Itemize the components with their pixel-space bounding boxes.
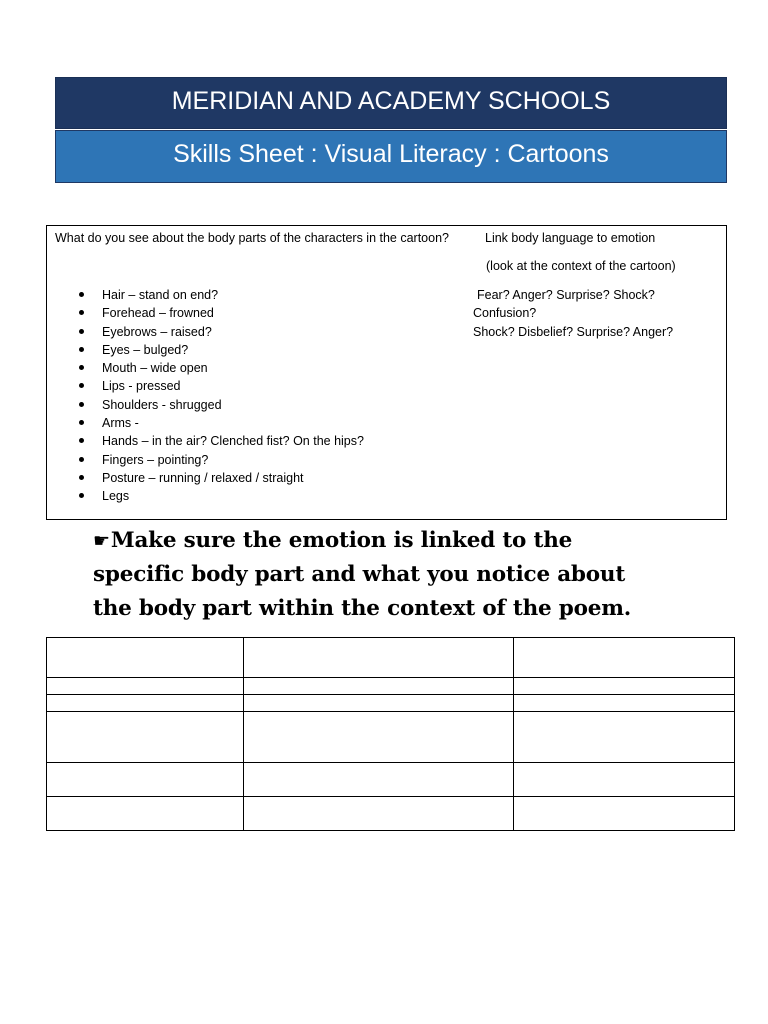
table-row bbox=[47, 712, 735, 763]
list-item: Shock? Disbelief? Surprise? Anger? bbox=[473, 324, 674, 339]
table-cell[interactable] bbox=[47, 712, 244, 763]
list-item: Hands – in the air? Clenched fist? On the hips? bbox=[77, 432, 364, 450]
table-cell[interactable] bbox=[514, 695, 735, 712]
sheet-title-banner bbox=[55, 130, 727, 183]
table-cell[interactable] bbox=[47, 695, 244, 712]
table-cell[interactable] bbox=[514, 712, 735, 763]
table-cell[interactable] bbox=[244, 797, 514, 831]
list-item: Posture – running / relaxed / straight bbox=[77, 469, 364, 487]
table-cell[interactable] bbox=[244, 638, 514, 678]
school-name-banner bbox=[55, 77, 727, 129]
table-cell[interactable] bbox=[514, 797, 735, 831]
table-row bbox=[47, 797, 735, 831]
table-row bbox=[47, 695, 735, 712]
instruction-line: the body part within the context of the poem. bbox=[93, 596, 632, 621]
list-item: Confusion? bbox=[473, 306, 537, 321]
table-row bbox=[47, 638, 735, 678]
emotions-list bbox=[473, 286, 673, 341]
list-item: Eyebrows – raised? bbox=[77, 323, 364, 341]
table-cell[interactable] bbox=[514, 638, 735, 678]
list-item: Legs bbox=[77, 487, 364, 505]
list-item: Arms - bbox=[77, 414, 364, 432]
sheet-title: Skills Sheet : Visual Literacy : Cartoons bbox=[173, 140, 609, 168]
table-cell[interactable] bbox=[244, 678, 514, 695]
list-item: Lips - pressed bbox=[77, 377, 364, 395]
table-cell[interactable] bbox=[514, 678, 735, 695]
emotion-question: Link body language to emotion bbox=[485, 231, 656, 245]
answer-table bbox=[46, 637, 735, 831]
table-cell[interactable] bbox=[244, 763, 514, 797]
instruction-line: Make sure the emotion is linked to the bbox=[110, 528, 573, 553]
table-row bbox=[47, 763, 735, 797]
instruction-line: specific body part and what you notice about bbox=[93, 562, 626, 587]
list-item: Eyes – bulged? bbox=[77, 341, 364, 359]
list-item: Hair – stand on end? bbox=[77, 286, 364, 304]
list-item: Mouth – wide open bbox=[77, 359, 364, 377]
body-parts-list bbox=[77, 286, 364, 506]
table-cell[interactable] bbox=[47, 797, 244, 831]
school-name: MERIDIAN AND ACADEMY SCHOOLS bbox=[171, 87, 611, 115]
pointing-hand-icon: ☛ bbox=[93, 530, 110, 552]
table-cell[interactable] bbox=[47, 678, 244, 695]
prompt-box bbox=[46, 225, 727, 520]
table-row bbox=[47, 678, 735, 695]
table-cell[interactable] bbox=[244, 712, 514, 763]
emotion-context-note: (look at the context of the cartoon) bbox=[486, 259, 676, 273]
table-cell[interactable] bbox=[514, 763, 735, 797]
list-item: Fingers – pointing? bbox=[77, 451, 364, 469]
table-cell[interactable] bbox=[47, 638, 244, 678]
list-item: Forehead – frowned bbox=[77, 304, 364, 322]
instruction-text bbox=[93, 524, 733, 626]
list-item: Shoulders - shrugged bbox=[77, 396, 364, 414]
table-cell[interactable] bbox=[47, 763, 244, 797]
table-cell[interactable] bbox=[244, 695, 514, 712]
list-item: Fear? Anger? Surprise? Shock? bbox=[477, 288, 655, 302]
body-parts-question: What do you see about the body parts of the characters in the cartoon? bbox=[55, 231, 449, 245]
